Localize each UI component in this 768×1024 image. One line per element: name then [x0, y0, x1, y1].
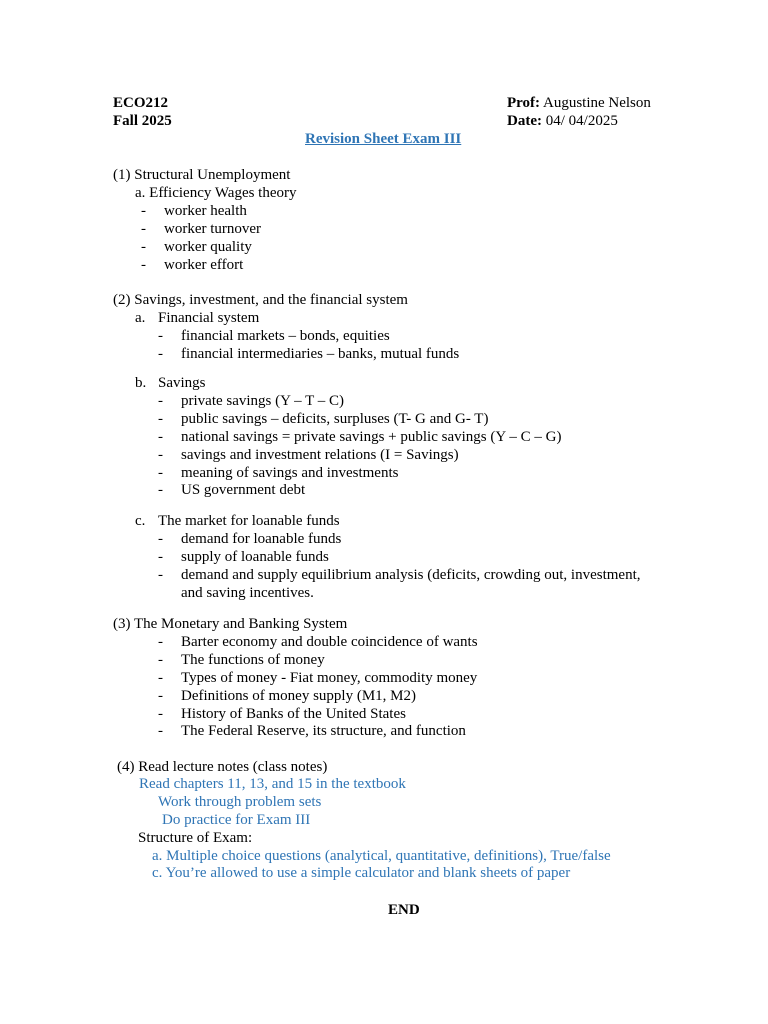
bullet-dash: - [158, 567, 163, 583]
course-term: Fall 2025 [113, 113, 172, 129]
list-item: Definitions of money supply (M1, M2) [181, 688, 416, 704]
list-item: worker effort [164, 257, 244, 273]
bullet-dash: - [141, 257, 146, 273]
bullet-dash: - [158, 549, 163, 565]
section3-heading: (3) The Monetary and Banking System [113, 616, 348, 632]
list-item: worker turnover [164, 221, 262, 237]
bullet-dash: - [158, 429, 163, 445]
bullet-dash: - [141, 239, 146, 255]
bullet-dash: - [158, 723, 163, 739]
bullet-dash: - [141, 203, 146, 219]
date-line [507, 112, 618, 130]
section2-c-marker: c. [135, 513, 146, 529]
exam-structure-item-a: a. Multiple choice questions (analytical, quantitative, definitions), True/false [152, 848, 611, 864]
bullet-dash: - [158, 482, 163, 498]
list-item: demand for loanable funds [181, 531, 342, 547]
list-item: savings and investment relations (I = Savings) [181, 447, 459, 463]
practice-note: Do practice for Exam III [162, 812, 311, 828]
problem-sets-note: Work through problem sets [158, 794, 322, 810]
list-item: worker health [164, 203, 247, 219]
list-item: financial markets – bonds, equities [181, 328, 390, 344]
section2-a-label: Financial system [158, 310, 260, 326]
bullet-dash: - [158, 706, 163, 722]
date-value: 04/ 04/2025 [545, 113, 618, 129]
list-item: worker quality [164, 239, 252, 255]
read-chapters-note: Read chapters 11, 13, and 15 in the textbook [139, 776, 406, 792]
exam-structure-label: Structure of Exam: [138, 830, 253, 846]
list-item: Barter economy and double coincidence of wants [181, 634, 478, 650]
section2-b-marker: b. [135, 375, 147, 391]
section2-heading: (2) Savings, investment, and the financial system [113, 292, 408, 308]
section4-heading: (4) Read lecture notes (class notes) [117, 759, 328, 775]
bullet-dash: - [158, 447, 163, 463]
bullet-dash: - [141, 221, 146, 237]
professor-line [507, 94, 651, 112]
bullet-dash: - [158, 670, 163, 686]
bullet-dash: - [158, 531, 163, 547]
bullet-dash: - [158, 634, 163, 650]
list-item: supply of loanable funds [181, 549, 329, 565]
bullet-dash: - [158, 393, 163, 409]
exam-structure-item-c: c. You’re allowed to use a simple calculator and blank sheets of paper [152, 865, 571, 881]
section2-c-label: The market for loanable funds [158, 513, 340, 529]
bullet-dash: - [158, 411, 163, 427]
list-item: national savings = private savings + public savings (Y – C – G) [181, 429, 562, 445]
list-item-continuation: and saving incentives. [181, 585, 314, 601]
date-label: Date: [507, 113, 542, 129]
section2-a-marker: a. [135, 310, 146, 326]
bullet-dash: - [158, 328, 163, 344]
section1-heading: (1) Structural Unemployment [113, 167, 291, 183]
list-item: public savings – deficits, surpluses (T- G and G- T) [181, 411, 489, 427]
list-item: History of Banks of the United States [181, 706, 406, 722]
list-item: private savings (Y – T – C) [181, 393, 345, 409]
prof-label: Prof: [507, 95, 541, 111]
course-code: ECO212 [113, 95, 169, 111]
section1-sub-a: a. Efficiency Wages theory [135, 185, 297, 201]
bullet-dash: - [158, 465, 163, 481]
list-item: demand and supply equilibrium analysis (deficits, crowding out, investment, [181, 567, 641, 583]
list-item: The functions of money [181, 652, 325, 668]
end-marker: END [388, 902, 420, 918]
list-item: The Federal Reserve, its structure, and function [181, 723, 466, 739]
bullet-dash: - [158, 688, 163, 704]
list-item: US government debt [181, 482, 306, 498]
bullet-dash: - [158, 652, 163, 668]
bullet-dash: - [158, 346, 163, 362]
section2-b-label: Savings [158, 375, 206, 391]
list-item: Types of money - Fiat money, commodity money [181, 670, 478, 686]
list-item: financial intermediaries – banks, mutual funds [181, 346, 460, 362]
prof-name: Augustine Nelson [542, 95, 651, 111]
document-title: Revision Sheet Exam III [305, 131, 462, 147]
list-item: meaning of savings and investments [181, 465, 399, 481]
